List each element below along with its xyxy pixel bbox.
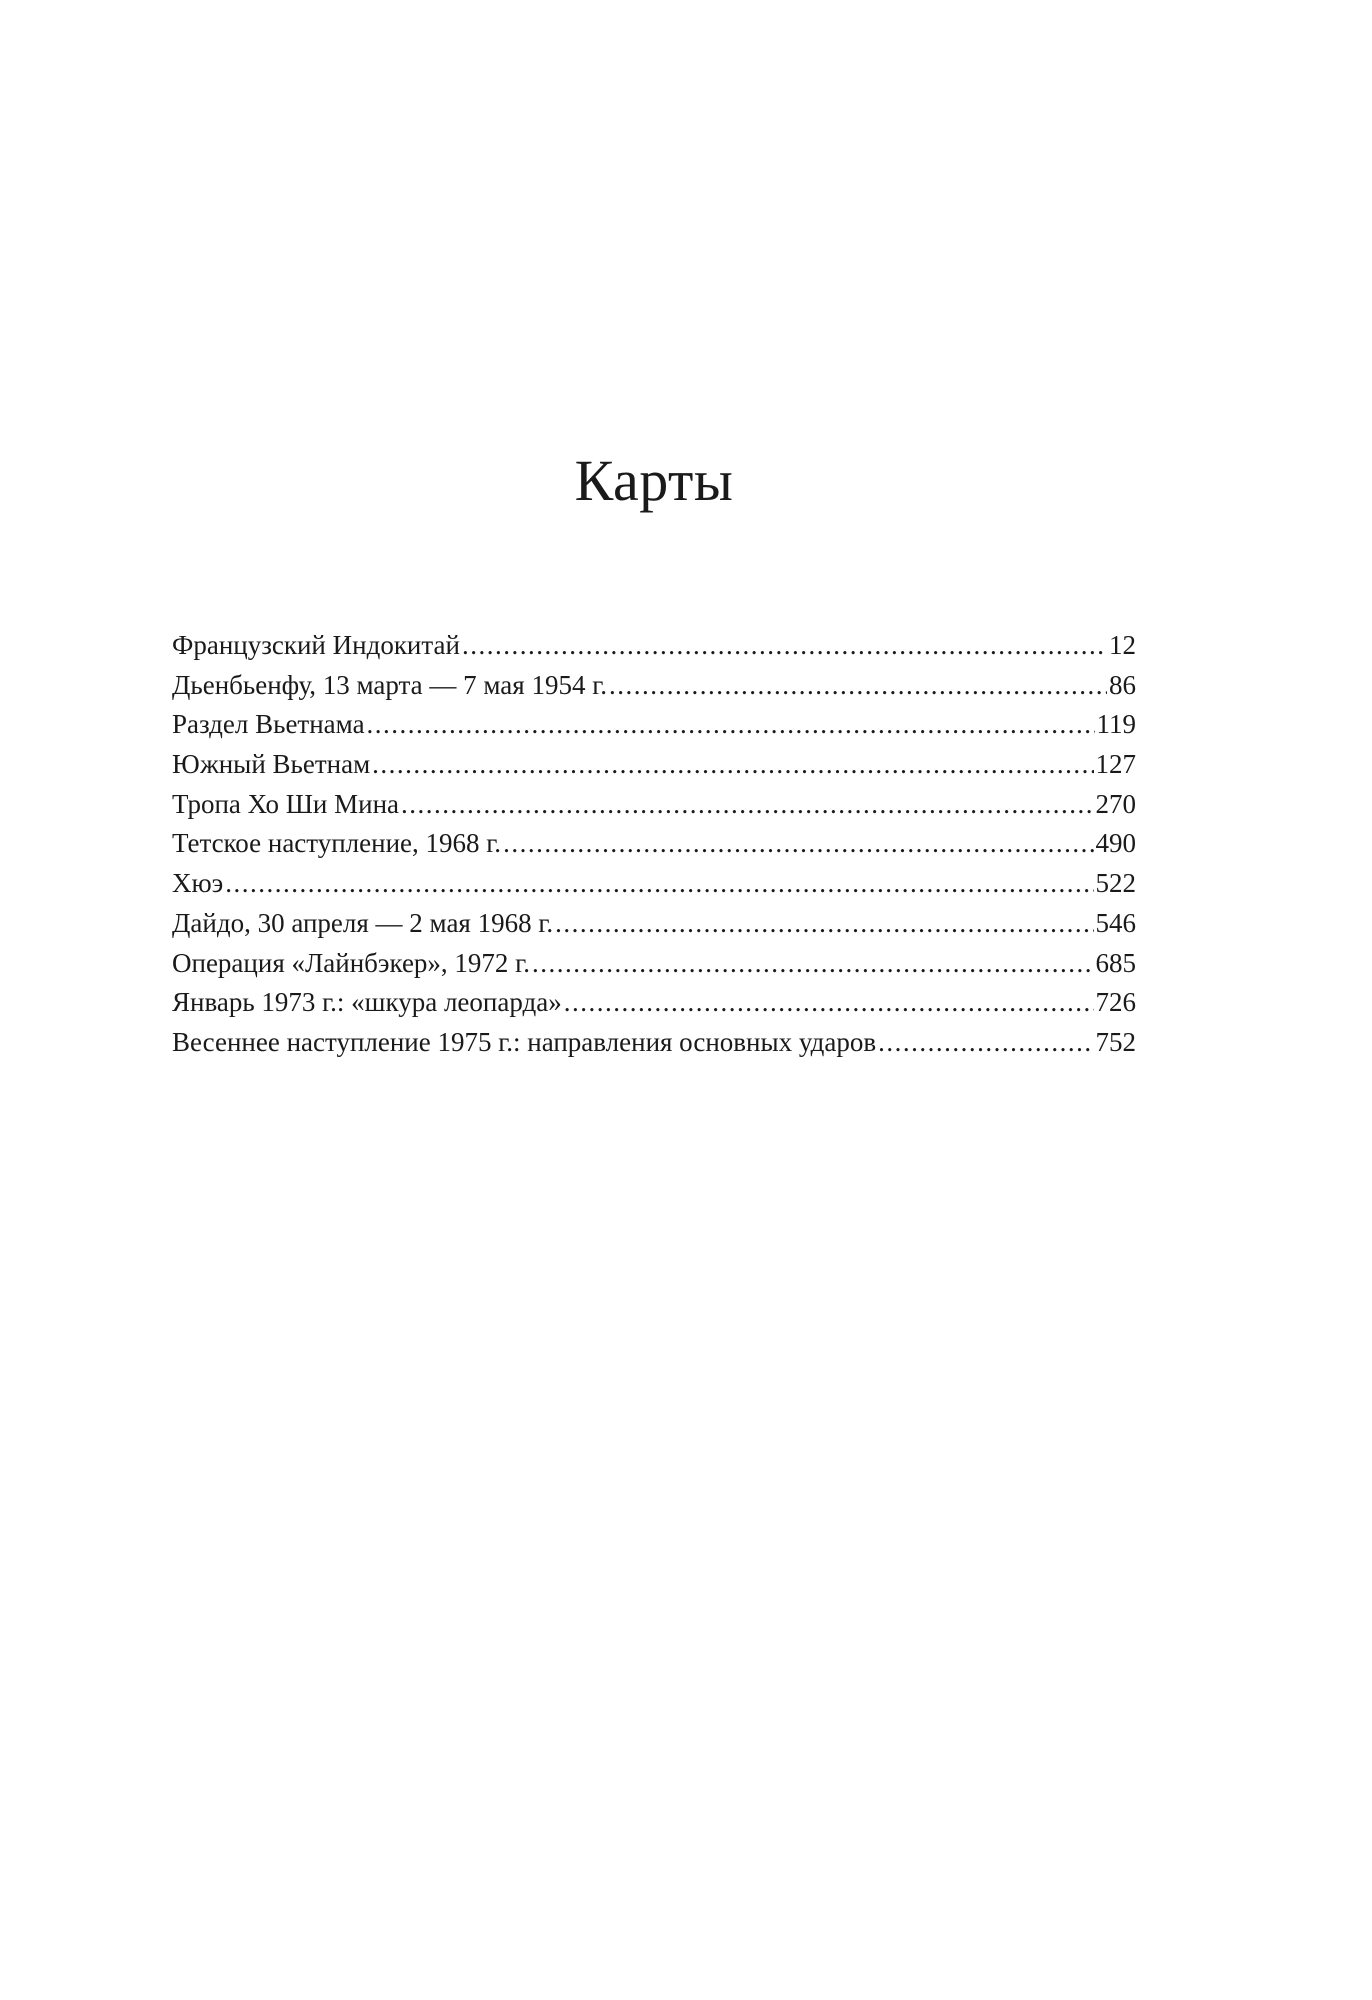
- toc-entry-page: 270: [1095, 788, 1136, 819]
- toc-entry-label: Тропа Хо Ши Мина: [172, 788, 400, 819]
- toc-entry-page: 12: [1109, 630, 1136, 660]
- toc-entry[interactable]: [172, 864, 1136, 904]
- toc-entry[interactable]: [172, 626, 1136, 666]
- toc-dot-leader: [564, 983, 1094, 1023]
- toc-entry-page: 726: [1095, 987, 1136, 1018]
- toc-entry[interactable]: [172, 824, 1136, 864]
- toc-entry-label: Южный Вьетнам: [172, 749, 371, 780]
- toc-entry-label: Французский Индокитай: [172, 630, 460, 660]
- toc-entry-page: 546: [1095, 907, 1136, 938]
- toc-entry-page: 522: [1095, 868, 1136, 899]
- toc-entry-label: Дьенбьенфу, 13 марта — 7 мая 1954 г.: [172, 669, 607, 700]
- toc-entry-label: Январь 1973 г.: «шкура леопарда»: [172, 987, 562, 1018]
- toc-entry-page: 86: [1109, 669, 1136, 700]
- toc-dot-leader: [462, 626, 1107, 666]
- page-title: Карты: [574, 448, 734, 513]
- toc-entry[interactable]: [172, 944, 1136, 984]
- table-of-contents: [172, 626, 1136, 1063]
- toc-dot-leader: [532, 944, 1094, 984]
- toc-dot-leader: [401, 785, 1093, 825]
- toc-entry-page: 752: [1095, 1026, 1136, 1057]
- toc-entry-page: 490: [1095, 828, 1136, 859]
- toc-entry[interactable]: [172, 705, 1136, 745]
- toc-entry[interactable]: [172, 904, 1136, 944]
- toc-dot-leader: [225, 864, 1093, 904]
- toc-entry-label: Весеннее наступление 1975 г.: направления основных ударов: [172, 1026, 877, 1057]
- toc-dot-leader: [609, 666, 1107, 706]
- toc-dot-leader: [503, 824, 1093, 864]
- toc-dot-leader: [878, 1023, 1093, 1063]
- toc-entry[interactable]: [172, 1023, 1136, 1063]
- toc-entry-page: 685: [1095, 947, 1136, 978]
- toc-entry-label: Тетское наступление, 1968 г.: [172, 828, 502, 859]
- toc-entry-label: Раздел Вьетнама: [172, 709, 365, 740]
- toc-entry-page: 127: [1095, 749, 1136, 780]
- toc-dot-leader: [555, 904, 1093, 944]
- toc-entry[interactable]: [172, 983, 1136, 1023]
- toc-dot-leader: [372, 745, 1093, 785]
- toc-entry[interactable]: [172, 785, 1136, 825]
- toc-entry-label: Хюэ: [172, 868, 224, 899]
- toc-dot-leader: [367, 705, 1095, 745]
- toc-entry-label: Операция «Лайнбэкер», 1972 г.: [172, 947, 530, 978]
- toc-entry-page: 119: [1096, 709, 1136, 740]
- toc-entry[interactable]: [172, 745, 1136, 785]
- toc-entry[interactable]: [172, 666, 1136, 706]
- toc-entry-label: Дайдо, 30 апреля — 2 мая 1968 г.: [172, 907, 554, 938]
